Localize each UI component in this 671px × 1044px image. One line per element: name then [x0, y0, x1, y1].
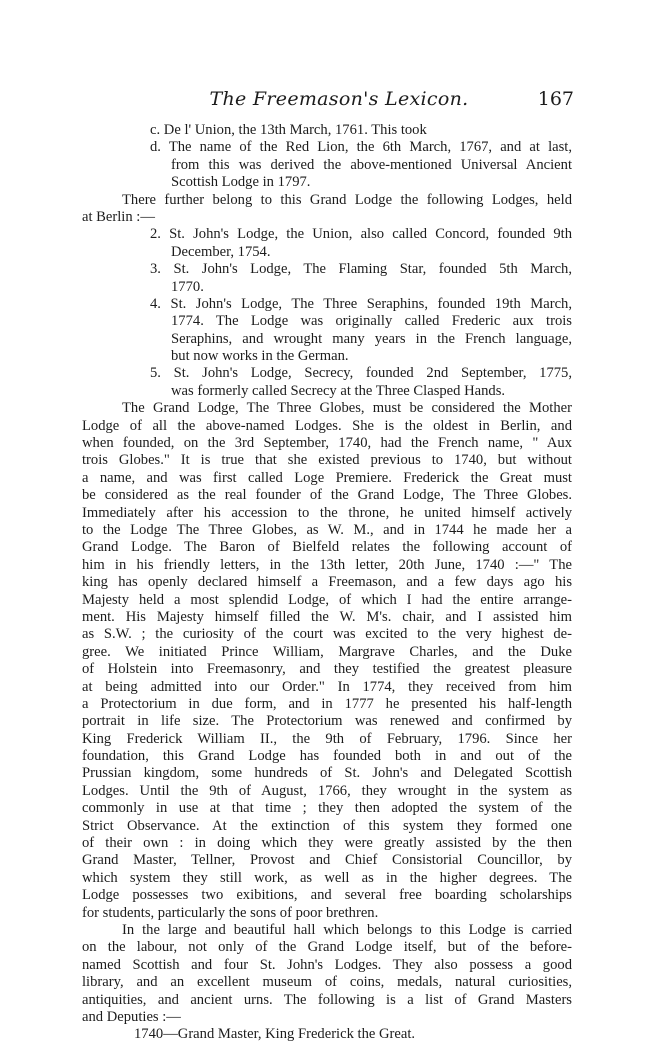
text-line: 1774. The Lodge was originally called Frederic aux trois	[171, 313, 572, 330]
text-line: was formerly called Secrecy at the Three Clasped Hands.	[171, 382, 506, 399]
text-line: on the labour, not only of the Grand Lodge itself, but of the before-	[82, 939, 572, 956]
page-number: 167	[537, 88, 574, 110]
text-line: Scottish Lodge in 1797.	[171, 174, 311, 191]
text-line: named Scottish and four St. John's Lodges. They also possess a good	[82, 956, 572, 973]
text-line: at Berlin :—	[82, 208, 155, 225]
text-body	[82, 122, 572, 1044]
page-header	[106, 88, 572, 112]
text-line: Seraphins, and wrought many years in the French language,	[171, 330, 572, 347]
text-line: and Deputies :—	[82, 1008, 181, 1025]
text-line: Lodges. Until the 9th of August, 1766, they wrought in the system as	[82, 782, 572, 799]
text-line: Lodge of all the above-named Lodges. She is the oldest in Berlin, and	[82, 417, 572, 434]
text-line: Strict Observance. At the extinction of this system they formed one	[82, 817, 572, 834]
text-line: trois Globes." It is true that she existed previous to 1740, but without	[82, 452, 572, 469]
text-line: portrait in life size. The Protectorium was renewed and confirmed by	[82, 713, 572, 730]
text-line: gree. We initiated Prince William, Margrave Charles, and the Duke	[82, 643, 572, 660]
text-line: 1740—Grand Master, King Frederick the Great.	[134, 1026, 416, 1043]
text-line: when founded, on the 3rd September, 1740, had the French name, " Aux	[82, 435, 572, 452]
text-line: from this was derived the above-mentioned Universal Ancient	[171, 156, 572, 173]
text-line: ment. His Majesty himself filled the W. M's. chair, and I assisted him	[82, 608, 572, 625]
text-line: as S.W. ; the curiosity of the court was excited to the very highest de-	[82, 626, 572, 643]
text-line: 5. St. John's Lodge, Secrecy, founded 2nd September, 1775,	[150, 365, 572, 382]
text-line: a name, and was first called Loge Premiere. Frederick the Great must	[82, 469, 572, 486]
text-line: antiquities, and ancient urns. The following is a list of Grand Masters	[82, 991, 572, 1008]
text-line: be considered as the real founder of the Grand Lodge, The Three Globes.	[82, 487, 572, 504]
text-line: There further belong to this Grand Lodge the following Lodges, held	[122, 191, 572, 208]
text-line: of their own : in doing which they were greatly assisted by the then	[82, 835, 572, 852]
text-line: Grand Lodge. The Baron of Bielfeld relates the following account of	[82, 539, 572, 556]
text-line: him in his friendly letters, in the 13th letter, 20th June, 1740 :—" The	[82, 556, 572, 573]
text-line: of Holstein into Freemasonry, and they testified the greatest pleasure	[82, 661, 572, 678]
text-line: at being admitted into our Order." In 1774, they received from him	[82, 678, 572, 695]
text-line: which system they still work, as well as in the higher degrees. The	[82, 869, 572, 886]
text-line: 1770.	[171, 278, 204, 295]
text-line: Prussian kingdom, some hundreds of St. John's and Delegated Scottish	[82, 765, 572, 782]
text-line: a Protectorium in due form, and in 1777 he presented his half-length	[82, 695, 572, 712]
text-line: 2. St. John's Lodge, the Union, also called Concord, founded 9th	[150, 226, 572, 243]
text-line: Grand Master, Tellner, Provost and Chief Consistorial Councillor, by	[82, 852, 572, 869]
text-line: 4. St. John's Lodge, The Three Seraphins, founded 19th March,	[150, 295, 572, 312]
text-line: 3. St. John's Lodge, The Flaming Star, founded 5th March,	[150, 261, 572, 278]
text-line: commonly in use at that time ; they then adopted the system of the	[82, 800, 572, 817]
text-line: December, 1754.	[171, 243, 271, 260]
text-line: d. The name of the Red Lion, the 6th March, 1767, and at last,	[150, 139, 572, 156]
text-line: The Grand Lodge, The Three Globes, must be considered the Mother	[122, 400, 572, 417]
running-title: The Freemason's Lexicon.	[209, 88, 469, 110]
text-line: to the Lodge The Three Globes, as W. M., and in 1744 he made her a	[82, 521, 572, 538]
text-line: c. De l' Union, the 13th March, 1761. This took	[150, 122, 427, 138]
text-line: library, and an excellent museum of coins, medals, natural curiosities,	[82, 974, 572, 991]
text-line: Majesty held a most splendid Lodge, of which I had the entire arrange-	[82, 591, 572, 608]
text-line: Immediately after his accession to the throne, he united himself actively	[82, 504, 572, 521]
text-line: but now works in the German.	[171, 348, 349, 365]
text-line: foundation, this Grand Lodge has founded both in and out of the	[82, 748, 572, 765]
text-line: In the large and beautiful hall which belongs to this Lodge is carried	[122, 921, 572, 938]
text-line: for students, particularly the sons of poor brethren.	[82, 904, 379, 921]
text-line: king has openly declared himself a Freemason, and a few days ago his	[82, 574, 572, 591]
text-line: Lodge possesses two exibitions, and several free boarding scholarships	[82, 887, 572, 904]
text-line: King Frederick William II., the 9th of February, 1796. Since her	[82, 730, 572, 747]
